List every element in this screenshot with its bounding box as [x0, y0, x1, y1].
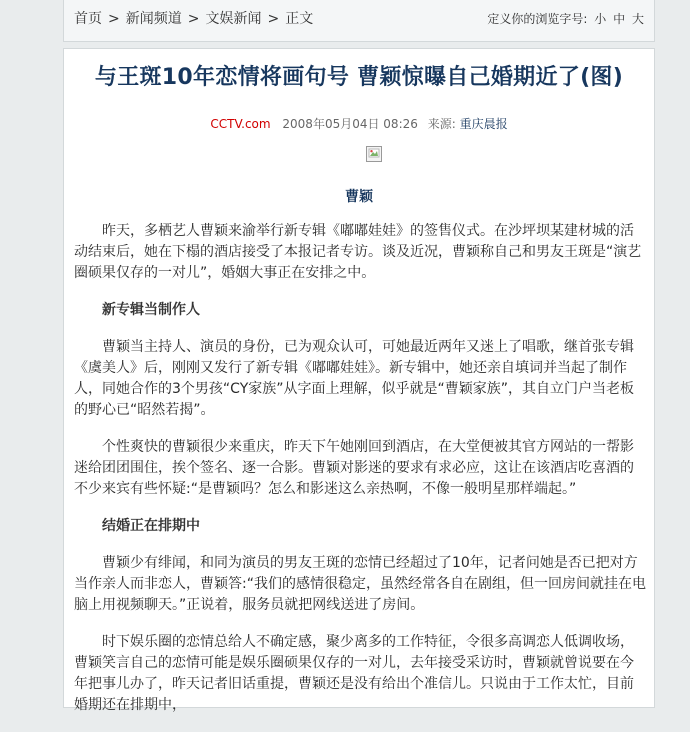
- font-size-selector: [487, 10, 644, 27]
- font-size-medium-link[interactable]: 中: [613, 12, 626, 26]
- paragraph: 昨天，多栖艺人曹颖来渝举行新专辑《嘟嘟娃娃》的签售仪式。在沙坪坝某建材城的活动结束后，她在下榻的酒店接受了本报记者专访。谈及近况，曹颖称自己和男友王斑是“演艺圈硕果仅存的一对儿”，婚姻大事正在安排之中。: [74, 223, 642, 281]
- paragraph: 曹颖少有绯闻，和同为演员的男友王斑的恋情已经超过了10年，记者问她是否已把对方当作亲人而非恋人，曹颖答:“我们的感情很稳定，虽然经常各自在剧组，但一回房间就挂在电脑上用视频聊天。”正说着，服务员就把网线送进了房间。: [74, 555, 646, 613]
- source-name: 重庆晨报: [459, 117, 508, 131]
- article-title: 与王斑10年恋情将画句号 曹颖惊曝自己婚期近了(图): [94, 65, 624, 90]
- font-size-label: 定义你的浏览字号:: [487, 12, 588, 26]
- breadcrumb-separator: >: [108, 11, 120, 27]
- paragraph: 个性爽快的曹颖很少来重庆，昨天下午她刚回到酒店，在大堂便被其官方网站的一帮影迷给团团围住，挨个签名、逐一合影。曹颖对影迷的要求有求必应，这让在该酒店吃喜酒的不少来宾有些怀疑:“是曹颖吗？怎么和影迷这么亲热啊，不像一般明星那样端起。”: [74, 439, 634, 497]
- breadcrumb-current: 正文: [285, 11, 314, 27]
- publish-time: 2008年05月04日 08:26: [282, 117, 418, 131]
- section-heading: 结婚正在排期中: [102, 518, 200, 534]
- article-body: [74, 221, 646, 732]
- breadcrumb: [74, 8, 313, 28]
- breadcrumb-entertainment-news-link[interactable]: 文娱新闻: [205, 11, 262, 27]
- breadcrumb-news-channel-link[interactable]: 新闻频道: [125, 11, 182, 27]
- font-size-large-link[interactable]: 大: [631, 12, 644, 26]
- article-meta: [64, 115, 654, 132]
- source-label: 来源:: [427, 117, 456, 131]
- breadcrumb-separator: >: [267, 11, 280, 27]
- image-caption: 曹颖: [345, 189, 373, 205]
- breadcrumb-separator: >: [187, 11, 200, 27]
- source-site: CCTV.com: [210, 117, 271, 131]
- font-size-small-link[interactable]: 小: [594, 12, 607, 26]
- breadcrumb-home-link[interactable]: 首页: [74, 11, 102, 27]
- breadcrumb-bar: [63, 0, 655, 42]
- article-panel: [63, 48, 655, 713]
- section-heading: 新专辑当制作人: [102, 302, 200, 318]
- broken-image-icon: [366, 146, 382, 162]
- paragraph: 时下娱乐圈的恋情总给人不确定感，聚少离多的工作特征，令很多高调恋人低调收场，曹颖笑言自己的恋情可能是娱乐圈硕果仅存的一对儿，去年接受采访时，曹颖就曾说要在今年把事儿办了，昨天记者旧话重提，曹颖还是没有给出个准信儿。只说由于工作太忙，目前婚期还在排期中，: [74, 634, 634, 713]
- paragraph: 曹颖当主持人、演员的身份，已为观众认可，可她最近两年又迷上了唱歌，继首张专辑《虞美人》后，刚刚又发行了新专辑《嘟嘟娃娃》。新专辑中，她还亲自填词并当起了制作人，同她合作的3个男孩“CY家族”从字面上理解，似乎就是“曹颖家族”，其自立门户当老板的野心已“昭然若揭”。: [74, 339, 634, 418]
